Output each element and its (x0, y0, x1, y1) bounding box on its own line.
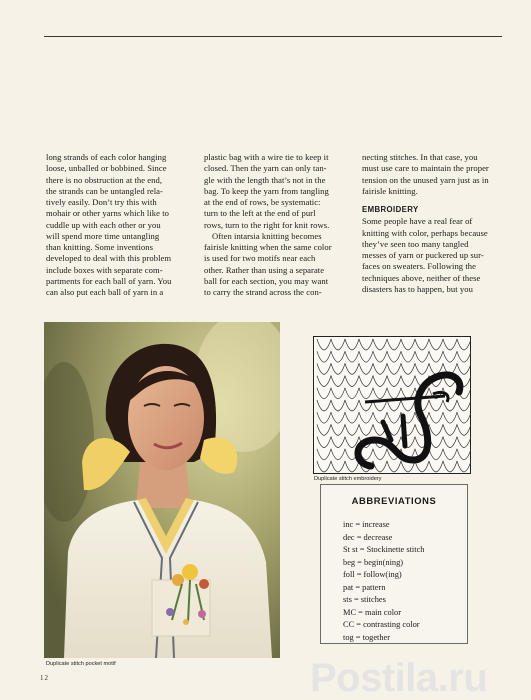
text-line: developed to deal with this problem (46, 253, 172, 264)
text-line: bag. To keep the yarn from tangling (204, 185, 329, 196)
abbreviation-item: pat = pattern (343, 582, 386, 592)
text-line: the strands can be untangled rela- (46, 185, 163, 196)
text-line: turn to the left at the end of purl (204, 208, 316, 219)
text-line: faces on sweaters. Following the (362, 261, 477, 272)
text-line: must use care to maintain the proper (362, 163, 489, 174)
text-line: partments for each ball of yarn. You (46, 275, 172, 286)
text-line: necting stitches. In that case, you (362, 152, 478, 162)
text-line: at the end of rows, be systematic: (204, 197, 321, 207)
text-line: long strands of each color hanging (46, 152, 167, 162)
abbreviation-item: dec = decrease (343, 532, 393, 542)
watermark-logo: Postila.ru (310, 656, 488, 700)
page-number: 12 (40, 674, 49, 682)
text-line: Some people have a real fear of (362, 216, 473, 227)
text-line: knitting with color, perhaps because (362, 227, 488, 238)
abbreviation-item: St st = Stockinette stitch (343, 545, 425, 554)
text-line: fairisle knitting when the same color (204, 242, 332, 252)
text-line: Often intarsia knitting becomes (212, 230, 322, 241)
text-line: plastic bag with a wire tie to keep it (204, 152, 329, 162)
text-line: will spend more time untangling (46, 230, 160, 241)
top-rule (44, 36, 502, 37)
text-line: is used for two motifs near each (204, 253, 316, 264)
text-line: to carry the strand across the con- (204, 287, 322, 297)
text-line: tively easily. Don’t try this with (46, 197, 157, 207)
duplicate-stitch-chart (313, 336, 471, 474)
text-line: other. Rather than using a separate (204, 264, 325, 275)
abbreviation-item: CC = contrasting color (343, 620, 420, 629)
abbreviations-list (343, 519, 425, 644)
text-line: there is no obstruction at the end, (46, 174, 163, 185)
abbreviation-item: beg = begin(ning) (343, 557, 404, 567)
text-column-3 (362, 152, 510, 295)
abbreviations-box (320, 484, 468, 644)
text-line: fairisle knitting. (362, 185, 418, 196)
text-column-2 (204, 152, 352, 298)
abbreviation-item: foll = follow(ing) (343, 570, 402, 579)
text-line: disasters has to happen, but you (362, 283, 473, 294)
text-line: closed. Then the yarn can only tan- (204, 163, 327, 174)
text-line: loose, unballed or bobbined. Since (46, 163, 167, 174)
text-line: cuddle up with each other or you (46, 219, 161, 230)
text-line: techniques above, neither of these (362, 272, 481, 283)
section-heading: EMBROIDERY (362, 205, 419, 214)
abbreviation-item: inc = increase (343, 520, 390, 529)
abbreviations-title: ABBREVIATIONS (351, 495, 437, 506)
model-photo (44, 322, 280, 658)
text-line: tension on the unused yarn just as in (362, 174, 489, 185)
text-line: mohair or other yarns which like to (46, 208, 169, 219)
text-column-1 (46, 152, 194, 298)
photo-caption: Duplicate stitch pocket motif (46, 661, 116, 667)
abbreviation-item: tog = together (343, 632, 391, 642)
text-line: than knitting. Some inventions (46, 242, 154, 252)
chart-caption: Duplicate stitch embroidery (314, 476, 382, 482)
abbreviation-item: MC = main color (343, 607, 401, 617)
abbreviation-item: sts = stitches (343, 595, 386, 604)
text-line: include boxes with separate com- (46, 264, 163, 275)
text-line: rows, turn to the right for knit rows. (204, 219, 330, 230)
text-line: can also put each ball of yarn in a (46, 287, 164, 297)
text-line: ball for each section, you may want (204, 275, 329, 286)
text-line: gle with the length that’s not in the (204, 174, 326, 185)
text-line: messes of yarn or puckered up sur- (362, 250, 484, 260)
text-line: they’ve seen too many tangled (362, 238, 469, 249)
